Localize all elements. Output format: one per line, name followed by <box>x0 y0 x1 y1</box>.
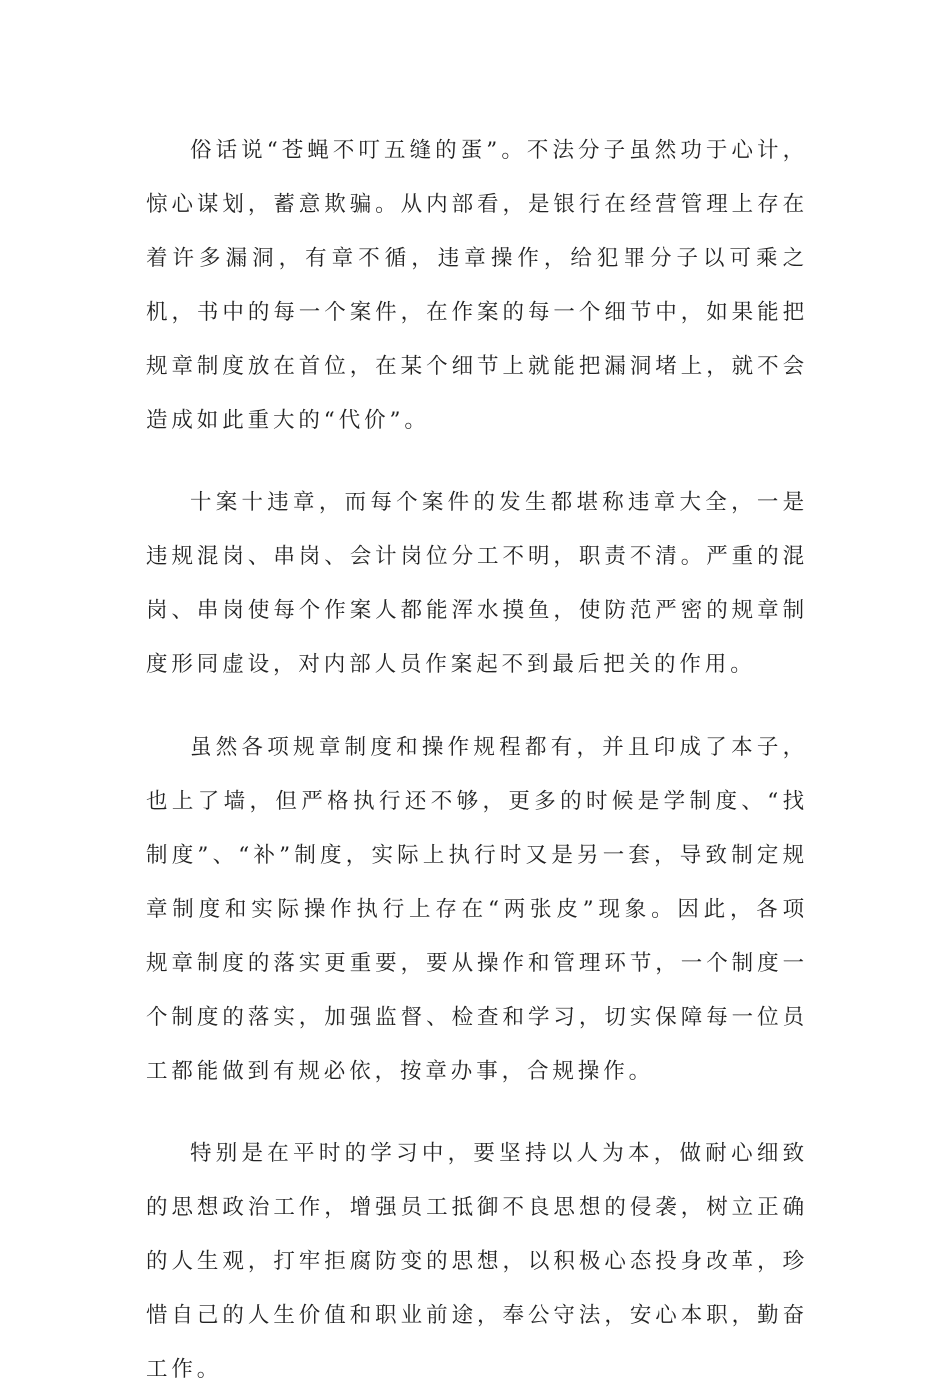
paragraph-1: 俗话说“苍蝇不叮五缝的蛋”。不法分子虽然功于心计，惊心谋划，蓄意欺骗。从内部看，是银行在经营管理上存在着许多漏洞，有章不循，违章操作，给犯罪分子以可乘之机，书中的每一个案件，在作案的每一个细节中，如果能把规章制度放在首位，在某个细节上就能把漏洞堵上，就不会造成如此重大的“代价”。 <box>146 138 808 433</box>
paragraph-2: 十案十违章，而每个案件的发生都堪称违章大全，一是违规混岗、串岗、会计岗位分工不明，职责不清。严重的混岗、串岗使每个作案人都能浑水摸鱼，使防范严密的规章制度形同虚设，对内部人员作案起不到最后把关的作用。 <box>146 490 808 677</box>
paragraph-4: 特别是在平时的学习中，要坚持以人为本，做耐心细致的思想政治工作，增强员工抵御不良思想的侵袭，树立正确的人生观，打牢拒腐防变的思想，以积极心态投身改革，珍惜自己的人生价值和职业前途，奉公守法，安心本职，勤奋工作。 <box>146 1141 808 1382</box>
document-body <box>146 124 808 1397</box>
paragraph-3: 虽然各项规章制度和操作规程都有，并且印成了本子，也上了墙，但严格执行还不够，更多的时候是学制度、“找制度”、“补”制度，实际上执行时又是另一套，导致制定规章制度和实际操作执行上存在“两张皮”现象。因此，各项规章制度的落实更重要，要从操作和管理环节，一个制度一个制度的落实，加强监督、检查和学习，切实保障每一位员工都能做到有规必依，按章办事，合规操作。 <box>146 735 808 1084</box>
